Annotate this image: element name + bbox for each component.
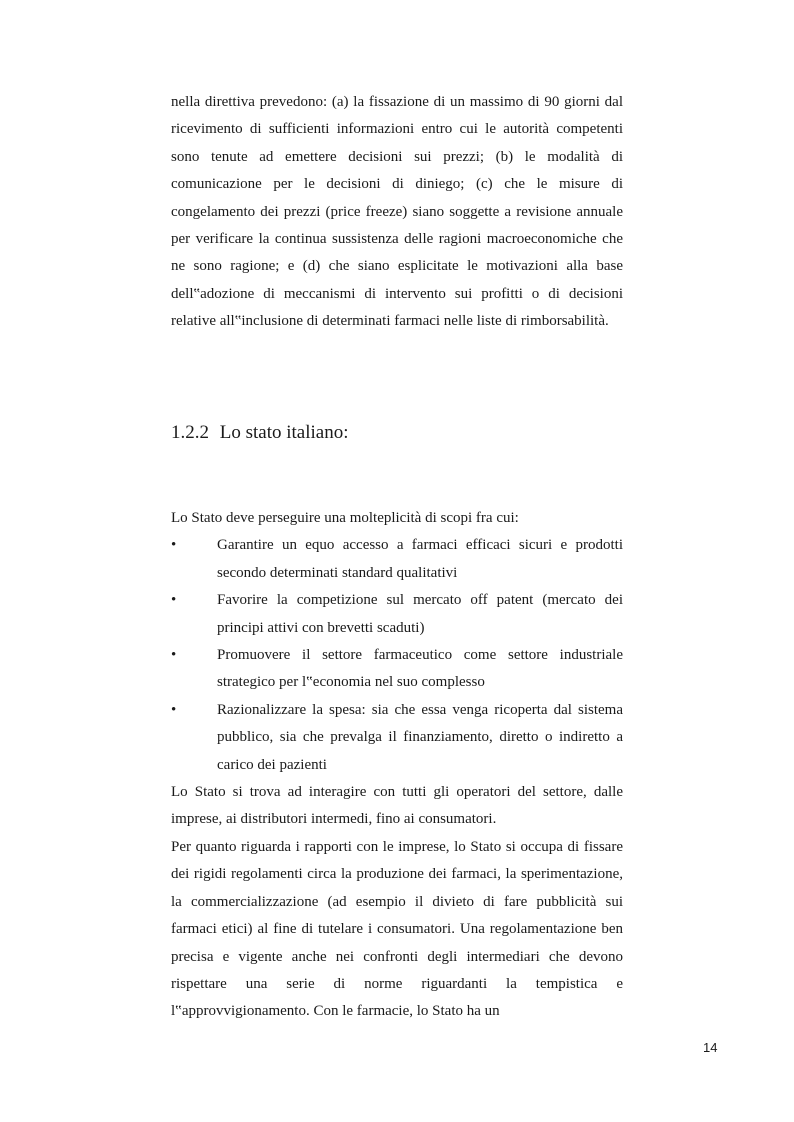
bullet-icon: • [171,592,177,609]
companies-paragraph: Per quanto riguarda i rapporti con le imprese, lo Stato si occupa di fissare dei rigidi regolamenti circa la produzione dei farmaci, la sperimentazione, la commercializzazione (ad esempio il divieto di fare pubblicità sui farmaci etici) al fine di tutelare i consumatori. Una regolamentazione ben precisa e vigente anche nei confronti degli intermediari che devono rispettare una serie di norme riguardanti la tempistica e l‟approvvigionamento. Con le farmacie, lo Stato ha un [171,838,623,1020]
list-item [171,642,623,697]
bullet-icon: • [171,537,177,554]
section-title: Lo stato italiano: [219,422,349,443]
intro-paragraph: nella direttiva prevedono: (a) la fissazione di un massimo di 90 giorni dal ricevimento di sufficienti informazioni entro cui le autorità competenti sono tenute ad emettere decisioni sui prezzi; (b) le modalità di comunicazione per le decisioni di diniego; (c) che le misure di congelamento dei prezzi (price freeze) siano soggette a revisione annuale per verificare la continua sussistenza delle ragioni macroeconomiche che ne sono ragione; e (d) che siano esplicitate le motivazioni alla base dell‟adozione di meccanismi di intervento sui profitti o di decisioni relative all‟inclusione di determinati farmaci nelle liste di rimborsabilità. [171,94,623,330]
list-item-text: Promuovere il settore farmaceutico come settore industriale strategico per l‟economia nel suo complesso [217,647,623,691]
bullet-icon: • [171,647,177,664]
list-item [171,532,623,587]
list-item [171,697,623,779]
list-item-text: Garantire un equo accesso a farmaci efficaci sicuri e prodotti secondo determinati standard qualitativi [217,537,623,581]
section-heading [171,420,349,446]
list-item-text: Favorire la competizione sul mercato off patent (mercato dei principi attivi con brevetti scaduti) [217,592,623,636]
list-item-text: Razionalizzare la spesa: sia che essa venga ricoperta dal sistema pubblico, sia che prevalga il finanziamento, diretto o indiretto a carico dei pazienti [217,701,623,773]
page-number: 14 [703,1040,718,1055]
lead-in-text: Lo Stato deve perseguire una molteplicità di scopi fra cui: [171,510,519,526]
operators-paragraph: Lo Stato si trova ad interagire con tutti gli operatori del settore, dalle imprese, ai distributori intermedi, fino ai consumatori. [171,784,623,828]
list-item [171,587,623,642]
section-body [171,505,623,1026]
section-number: 1.2.2 [171,422,209,443]
bullet-icon: • [171,701,177,718]
bullet-list [171,532,623,779]
